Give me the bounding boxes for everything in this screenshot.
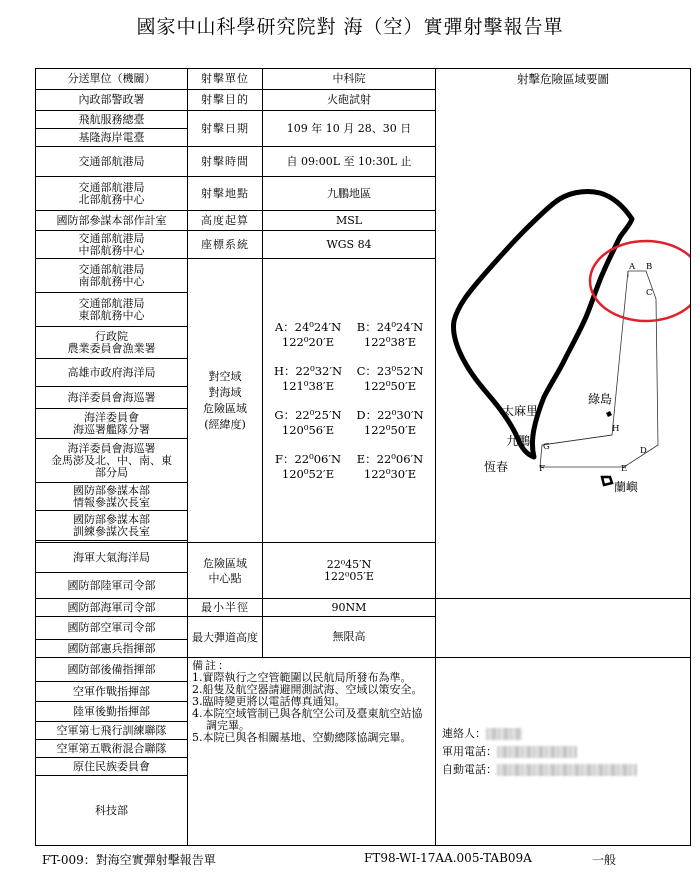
location-value: 九鵬地區 [263, 177, 436, 211]
footer-classification: 一般 [592, 853, 617, 867]
time-label: 射擊時間 [188, 147, 263, 177]
shooting-unit-value: 中科院 [263, 69, 436, 90]
center-lat: 22⁰45′N [326, 557, 372, 571]
taiwan-map [436, 85, 691, 565]
recipient-cell: 國防部參謀本部 訓練參謀次長室 [36, 511, 188, 541]
time-value: 自 09:00L 至 10:30L 止 [263, 147, 436, 177]
coord-B: B：24⁰24′N 122⁰38′E [356, 319, 424, 349]
recipient-cell: 科技部 [36, 776, 188, 846]
recipient-cell: 飛航服務總臺 [36, 111, 188, 129]
purpose-value: 火砲試射 [263, 90, 436, 111]
point-F-label: F [539, 464, 545, 474]
altitude-value: MSL [263, 211, 436, 231]
recipient-cell: 國防部後備指揮部 [36, 658, 188, 682]
min-radius-label: 最小半徑 [188, 599, 263, 617]
page-title: 國家中山科學研究院對 海（空）實彈射擊報告單 [136, 16, 564, 38]
danger-area-label: 對空域 對海域 危險區域 (經緯度) [188, 259, 263, 543]
note-item: 1.實際執行之空管範圍以民航局所發布為準。 [192, 671, 412, 684]
date-value: 109 年 10 月 28、30 日 [263, 111, 436, 147]
contact-area [436, 658, 691, 846]
note-item: 4.本院空域管制已與各航空公司及臺東航空站協調完畢。 [192, 707, 423, 732]
recipient-cell: 國防部參謀本部作計室 [36, 211, 188, 231]
coord-D: D：22⁰30′N 122⁰50′E [356, 407, 424, 437]
recipient-cell: 國防部陸軍司令部 [36, 573, 188, 599]
purpose-label: 射擊目的 [188, 90, 263, 111]
min-radius-value: 90NM [263, 599, 436, 617]
recipient-cell: 國防部海軍司令部 [36, 599, 188, 617]
recipient-cell: 交通部航港局 東部航務中心 [36, 293, 188, 327]
altitude-label: 高度起算 [188, 211, 263, 231]
coord-A: A：24⁰24′N 122⁰20′E [274, 319, 342, 349]
notes-heading: 備註： [192, 659, 231, 672]
recipient-cell: 原住民族委員會 [36, 758, 188, 776]
coord-F: F：22⁰06′N 120⁰52′E [274, 451, 342, 481]
recipient-cell: 基隆海岸電臺 [36, 129, 188, 147]
recipient-cell: 陸軍後勤指揮部 [36, 702, 188, 722]
place-hengchun: 恆春 [484, 460, 509, 474]
green-island-shape [606, 411, 612, 417]
recipient-cell: 交通部航港局 北部航務中心 [36, 177, 188, 211]
coord-system-label: 座標系統 [188, 231, 263, 259]
point-A-label: A [629, 262, 636, 272]
recipient-cell: 國防部參謀本部 情報參謀次長室 [36, 483, 188, 511]
coord-G: G：22⁰25′N 120⁰56′E [274, 407, 342, 437]
recipient-cell: 海軍大氣海洋局 [36, 543, 188, 573]
recipient-cell: 海洋委員會海巡署 [36, 387, 188, 409]
contact-person: 連絡人： [442, 728, 522, 740]
coord-system-value: WGS 84 [263, 231, 436, 259]
recipient-cell: 交通部航港局 中部航務中心 [36, 231, 188, 259]
recipient-header: 分送單位（機關） [36, 69, 188, 90]
location-label: 射擊地點 [188, 177, 263, 211]
max-altitude-value: 無限高 [263, 617, 436, 658]
note-item: 5.本院已與各相關基地、空勤總隊協調完畢。 [192, 731, 412, 744]
coords-grid [263, 320, 435, 482]
highlight-circle [590, 241, 691, 321]
recipient-cell: 海洋委員會 海巡署艦隊分署 [36, 409, 188, 439]
point-H-label: H [612, 424, 620, 434]
recipient-cell: 國防部憲兵指揮部 [36, 640, 188, 658]
point-E-label: E [621, 464, 628, 474]
place-taimali: 太麻里 [502, 404, 539, 418]
recipient-cell: 國防部空軍司令部 [36, 617, 188, 640]
note-item: 3.臨時變更將以電話傳真通知。 [192, 695, 346, 708]
center-label: 危險區域 中心點 [188, 543, 263, 599]
recipient-cell: 空軍第七飛行訓練聯隊 [36, 722, 188, 740]
taiwan-coastline [453, 191, 632, 457]
orchid-island-shape [602, 477, 612, 485]
map-title: 射擊危險區域要圖 [517, 72, 609, 86]
date-label: 射擊日期 [188, 111, 263, 147]
contact-auto-phone: 自動電話： [442, 764, 637, 776]
recipient-cell: 海洋委員會海巡署 金馬澎及北、中、南、東 部分局 [36, 439, 188, 483]
recipient-cell: 內政部警政署 [36, 90, 188, 111]
coord-H: H：22⁰32′N 121⁰38′E [273, 363, 343, 393]
footer-form-name: FT-009：對海空實彈射擊報告單 [42, 853, 216, 867]
point-C-label: C [646, 288, 653, 298]
note-item: 2.船隻及航空器請避開測試海、空域以策安全。 [192, 683, 423, 696]
recipient-cell: 高雄市政府海洋局 [36, 359, 188, 387]
point-G-label: G [543, 442, 550, 452]
shooting-unit-label: 射擊單位 [188, 69, 263, 90]
recipient-cell: 空軍作戰指揮部 [36, 682, 188, 702]
coord-C: C：23⁰52′N 122⁰50′E [356, 363, 424, 393]
recipient-cell: 交通部航港局 [36, 147, 188, 177]
report-form [35, 68, 691, 846]
recipient-cell: 行政院 農業委員會漁業署 [36, 327, 188, 359]
center-lon: 122⁰05′E [324, 569, 374, 583]
danger-area-coords [263, 259, 436, 543]
center-value [263, 543, 436, 599]
place-orchid-island: 蘭嶼 [614, 480, 639, 494]
notes-section [188, 658, 436, 846]
danger-area-map [436, 69, 691, 599]
place-green-island: 綠島 [588, 392, 613, 406]
coord-E: E：22⁰06′N 122⁰30′E [356, 451, 424, 481]
max-altitude-label: 最大彈道高度 [188, 617, 263, 658]
footer-code: FT98-WI-17AA.005-TAB09A [364, 851, 532, 865]
point-B-label: B [646, 262, 653, 272]
point-D-label: D [640, 446, 647, 456]
contact-military-phone: 軍用電話： [442, 746, 577, 758]
place-jiupeng: 九鵬 [506, 434, 531, 448]
recipient-cell: 交通部航港局 南部航務中心 [36, 259, 188, 293]
recipient-cell: 空軍第五戰術混合聯隊 [36, 740, 188, 758]
